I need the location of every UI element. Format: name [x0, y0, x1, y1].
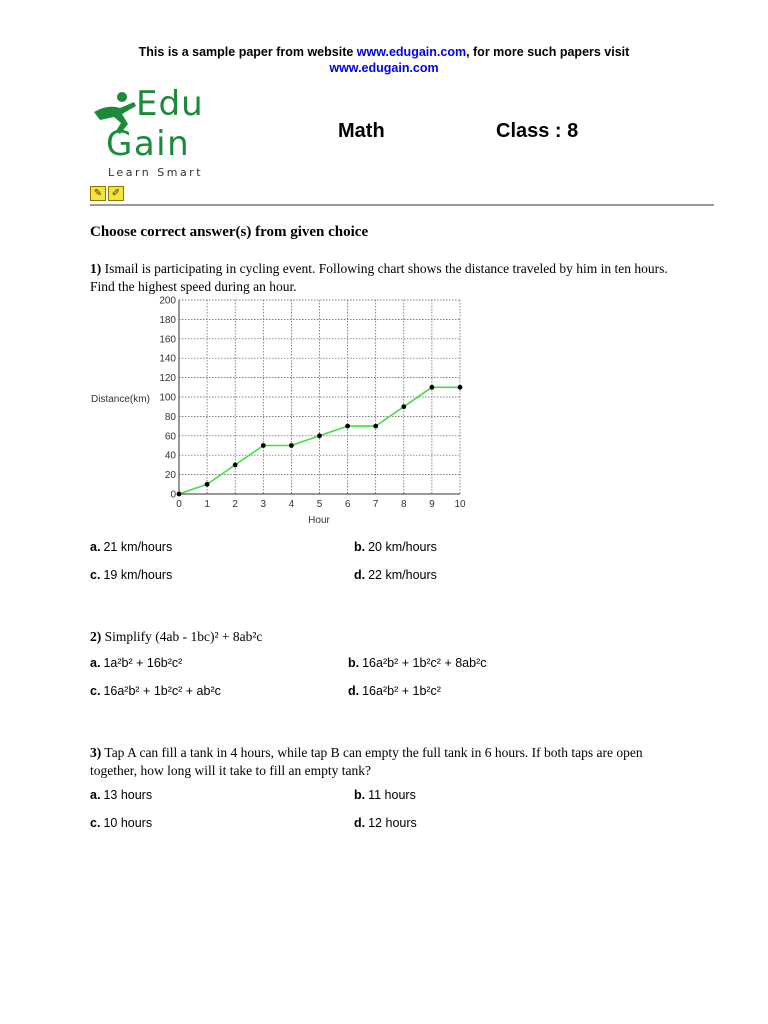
q3-option-c-text: 10 hours: [103, 816, 153, 830]
x-tick-label: 4: [288, 499, 295, 510]
y-tick-label: 20: [164, 470, 176, 482]
q1-option-d-letter: d.: [354, 568, 366, 582]
question-3-text: Tap A can fill a tank in 4 hours, while tap B can empty the full tank in 6 hours. If both taps are open together, how long will it take to fill an empty tank?: [90, 745, 643, 778]
website-notice: [0, 44, 768, 76]
x-tick-label: 0: [176, 499, 182, 510]
distance-chart: [88, 292, 478, 532]
x-tick-label: 5: [316, 499, 323, 510]
q1-option-a[interactable]: [90, 540, 172, 554]
logo-word-edu: Edu: [136, 84, 204, 124]
q3-option-c-letter: c.: [90, 816, 101, 830]
data-point: [373, 424, 378, 429]
subject-title: Math: [338, 120, 385, 142]
header-divider: [90, 204, 714, 206]
x-tick-label: 1: [204, 499, 210, 510]
eraser-icon[interactable]: ✐: [108, 186, 124, 201]
x-tick-label: 8: [401, 499, 407, 510]
q2-option-c-text: 16a²b² + 1b²c² + ab²c: [103, 684, 221, 698]
chart-series: [177, 385, 463, 497]
class-label: Class : 8: [496, 120, 579, 142]
q2-option-b[interactable]: [348, 656, 486, 670]
q2-option-d-text: 16a²b² + 1b²c²: [362, 684, 441, 698]
y-tick-label: 160: [159, 334, 176, 346]
q2-option-c-letter: c.: [90, 684, 101, 698]
q2-option-a[interactable]: [90, 656, 182, 670]
q3-option-a-letter: a.: [90, 788, 101, 802]
q3-option-d-text: 12 hours: [368, 816, 417, 830]
question-3: [90, 744, 690, 780]
y-tick-label: 40: [164, 450, 176, 462]
data-point: [205, 482, 210, 487]
x-tick-label: 3: [260, 499, 267, 510]
notice-prefix: This is a sample paper from website: [138, 45, 357, 59]
x-tick-label: 7: [372, 499, 379, 510]
question-2-text: Simplify (4ab - 1bc)² + 8ab²c: [104, 629, 263, 644]
data-point: [317, 433, 322, 438]
data-point: [458, 385, 463, 390]
q1-option-d-text: 22 km/hours: [368, 568, 437, 582]
q1-option-a-letter: a.: [90, 540, 101, 554]
data-point: [401, 404, 406, 409]
q3-option-d[interactable]: [354, 816, 417, 830]
q2-option-b-letter: b.: [348, 656, 360, 670]
q2-option-c[interactable]: [90, 684, 221, 698]
y-tick-label: 120: [159, 373, 176, 385]
data-point: [430, 385, 435, 390]
q1-option-b-text: 20 km/hours: [368, 540, 437, 554]
y-tick-label: 80: [164, 411, 176, 423]
y-tick-label: 0: [170, 489, 176, 501]
q2-option-a-letter: a.: [90, 656, 101, 670]
data-point: [233, 463, 238, 468]
tool-icons: [90, 186, 124, 201]
q3-option-b-text: 11 hours: [368, 788, 416, 802]
q1-option-c-text: 19 km/hours: [103, 568, 173, 582]
question-2: [90, 628, 690, 646]
q3-option-a[interactable]: [90, 788, 152, 802]
q1-option-b[interactable]: [354, 540, 437, 554]
chart-x-axis-label: Hour: [308, 515, 330, 526]
logo-tagline: Learn Smart: [108, 166, 204, 179]
chart-tick-labels: [159, 296, 466, 511]
q3-option-b-letter: b.: [354, 788, 366, 802]
chart-y-axis-label: Distance(km): [91, 394, 150, 405]
q2-option-b-text: 16a²b² + 1b²c² + 8ab²c: [362, 656, 487, 670]
q1-option-c-letter: c.: [90, 568, 101, 582]
q2-option-a-text: 1a²b² + 16b²c²: [103, 656, 183, 670]
y-tick-label: 60: [164, 431, 176, 443]
q2-option-d[interactable]: [348, 684, 441, 698]
edugain-link-1[interactable]: www.edugain.com: [356, 45, 467, 59]
data-point: [177, 492, 182, 497]
data-point: [289, 443, 294, 448]
data-point: [345, 424, 350, 429]
question-1-text: Ismail is participating in cycling event. Following chart shows the distance traveled by him in ten hours. Find the highest speed during an hour.: [90, 261, 668, 294]
question-1-number: 1): [90, 261, 102, 276]
q1-option-d[interactable]: [354, 568, 437, 582]
y-tick-label: 100: [159, 392, 176, 404]
y-tick-label: 200: [159, 295, 176, 307]
q3-option-a-text: 13 hours: [103, 788, 153, 802]
logo-word-gain: Gain: [106, 124, 191, 164]
q1-option-b-letter: b.: [354, 540, 366, 554]
notice-middle: , for more such papers visit: [466, 45, 630, 59]
q1-option-a-text: 21 km/hours: [103, 540, 173, 554]
y-tick-label: 180: [159, 314, 176, 326]
q3-option-c[interactable]: [90, 816, 152, 830]
question-3-number: 3): [90, 745, 102, 760]
q2-option-d-letter: d.: [348, 684, 360, 698]
q3-option-b[interactable]: [354, 788, 416, 802]
q1-option-c[interactable]: [90, 568, 172, 582]
x-tick-label: 10: [454, 499, 466, 510]
question-2-number: 2): [90, 629, 102, 644]
x-tick-label: 9: [429, 499, 435, 510]
y-tick-label: 140: [159, 353, 176, 365]
x-tick-label: 6: [344, 499, 351, 510]
question-1: [90, 260, 690, 296]
x-tick-label: 2: [232, 499, 238, 510]
edugain-logo: [90, 84, 230, 182]
edugain-link-2[interactable]: www.edugain.com: [329, 61, 439, 75]
pencil-icon[interactable]: ✎: [90, 186, 106, 201]
data-point: [261, 443, 266, 448]
q3-option-d-letter: d.: [354, 816, 366, 830]
instructions-heading: Choose correct answer(s) from given choice: [90, 224, 369, 240]
